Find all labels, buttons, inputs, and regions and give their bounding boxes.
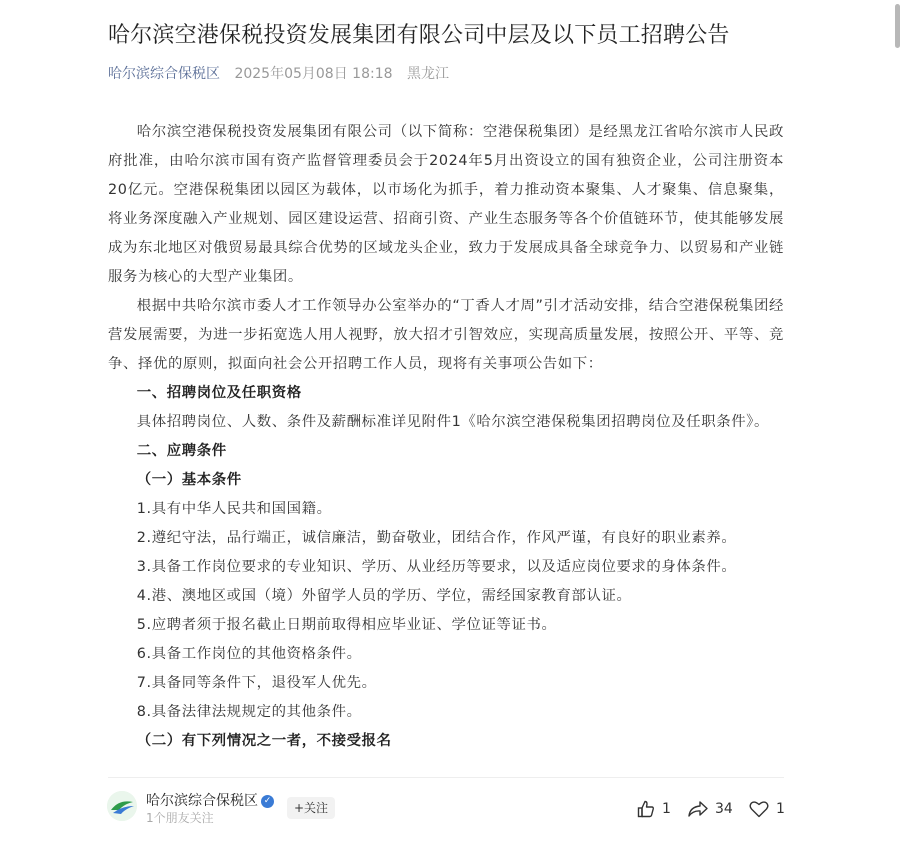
footer-account-name[interactable] bbox=[146, 792, 274, 810]
heart-icon bbox=[748, 799, 770, 819]
section-heading: （一）基本条件 bbox=[136, 472, 242, 488]
article-paragraph: 3.具备工作岗位要求的专业知识、学历、从业经历等要求，以及适应岗位要求的身体条件。 bbox=[136, 559, 737, 575]
section-heading: （二）有下列情况之一者，不接受报名 bbox=[136, 733, 392, 749]
share-count: 34 bbox=[715, 801, 733, 817]
article-meta bbox=[108, 64, 449, 84]
share-icon bbox=[687, 799, 709, 819]
like-count: 1 bbox=[662, 801, 671, 817]
account-logo-icon bbox=[107, 791, 137, 821]
article-paragraph: 具体招聘岗位、人数、条件及薪酬标准详见附件1《哈尔滨空港保税集团招聘岗位及任职条件》。 bbox=[136, 414, 769, 430]
friends-following-text: 1个朋友关注 bbox=[146, 811, 214, 825]
footer-account-name-text: 哈尔滨综合保税区 bbox=[146, 793, 258, 809]
article-paragraph: 2.遵纪守法，品行端正，诚信廉洁，勤奋敬业，团结合作，作风严谨，有良好的职业素养。 bbox=[136, 530, 737, 546]
article-paragraph: 1.具有中华人民共和国国籍。 bbox=[136, 501, 332, 517]
account-link[interactable]: 哈尔滨综合保税区 bbox=[108, 66, 220, 82]
thumbs-up-icon bbox=[636, 799, 656, 819]
article-paragraph: 根据中共哈尔滨市委人才工作领导办公室举办的“丁香人才周”引才活动安排，结合空港保税集团经营发展需要，为进一步拓宽选人用人视野，放大招才引智效应，实现高质量发展，按照公开、平等、竞争、择优的原则，拟面向社会公开招聘工作人员，现将有关事项公告如下： bbox=[108, 298, 784, 372]
article-paragraph: 7.具备同等条件下，退役军人优先。 bbox=[136, 675, 377, 691]
account-avatar[interactable] bbox=[107, 791, 137, 821]
verified-icon: ✓ bbox=[261, 795, 274, 808]
article-paragraph: 哈尔滨空港保税投资发展集团有限公司（以下简称：空港保税集团）是经黑龙江省哈尔滨市人民政府批准，由哈尔滨市国有资产监督管理委员会于2024年5月出资设立的国有独资企业，公司注册资本20亿元。空港保税集团以园区为载体，以市场化为抓手，着力推动资本聚集、人才聚集、信息聚集，将业务深度融入产业规划、园区建设运营、招商引资、产业生态服务等各个价值链环节，使其能够发展成为东北地区对俄贸易最具综合优势的区域龙头企业，致力于发展成具备全球竞争力、以贸易和产业链服务为核心的大型产业集团。 bbox=[108, 124, 784, 285]
publish-datetime: 2025年05月08日 18:18 bbox=[234, 66, 393, 82]
publish-location: 黑龙江 bbox=[406, 66, 449, 82]
favorite-count: 1 bbox=[776, 801, 785, 817]
share-button[interactable] bbox=[687, 798, 733, 820]
article-paragraph: 8.具备法律法规规定的其他条件。 bbox=[136, 704, 362, 720]
article-body bbox=[108, 118, 784, 756]
article-paragraph: 6.具备工作岗位的其他资格条件。 bbox=[136, 646, 362, 662]
like-button[interactable] bbox=[636, 798, 671, 820]
follow-button[interactable]: +关注 bbox=[287, 797, 335, 819]
article-paragraph: 5.应聘者须于报名截止日期前取得相应毕业证、学位证等证书。 bbox=[136, 617, 557, 633]
favorite-button[interactable] bbox=[748, 798, 785, 820]
footer-divider bbox=[108, 777, 784, 778]
section-heading: 一、招聘岗位及任职资格 bbox=[136, 385, 302, 401]
section-heading: 二、应聘条件 bbox=[136, 443, 227, 459]
article-title: 哈尔滨空港保税投资发展集团有限公司中层及以下员工招聘公告 bbox=[108, 23, 730, 48]
article-paragraph: 4.港、澳地区或国（境）外留学人员的学历、学位，需经国家教育部认证。 bbox=[136, 588, 632, 604]
scrollbar-thumb[interactable] bbox=[895, 4, 900, 48]
